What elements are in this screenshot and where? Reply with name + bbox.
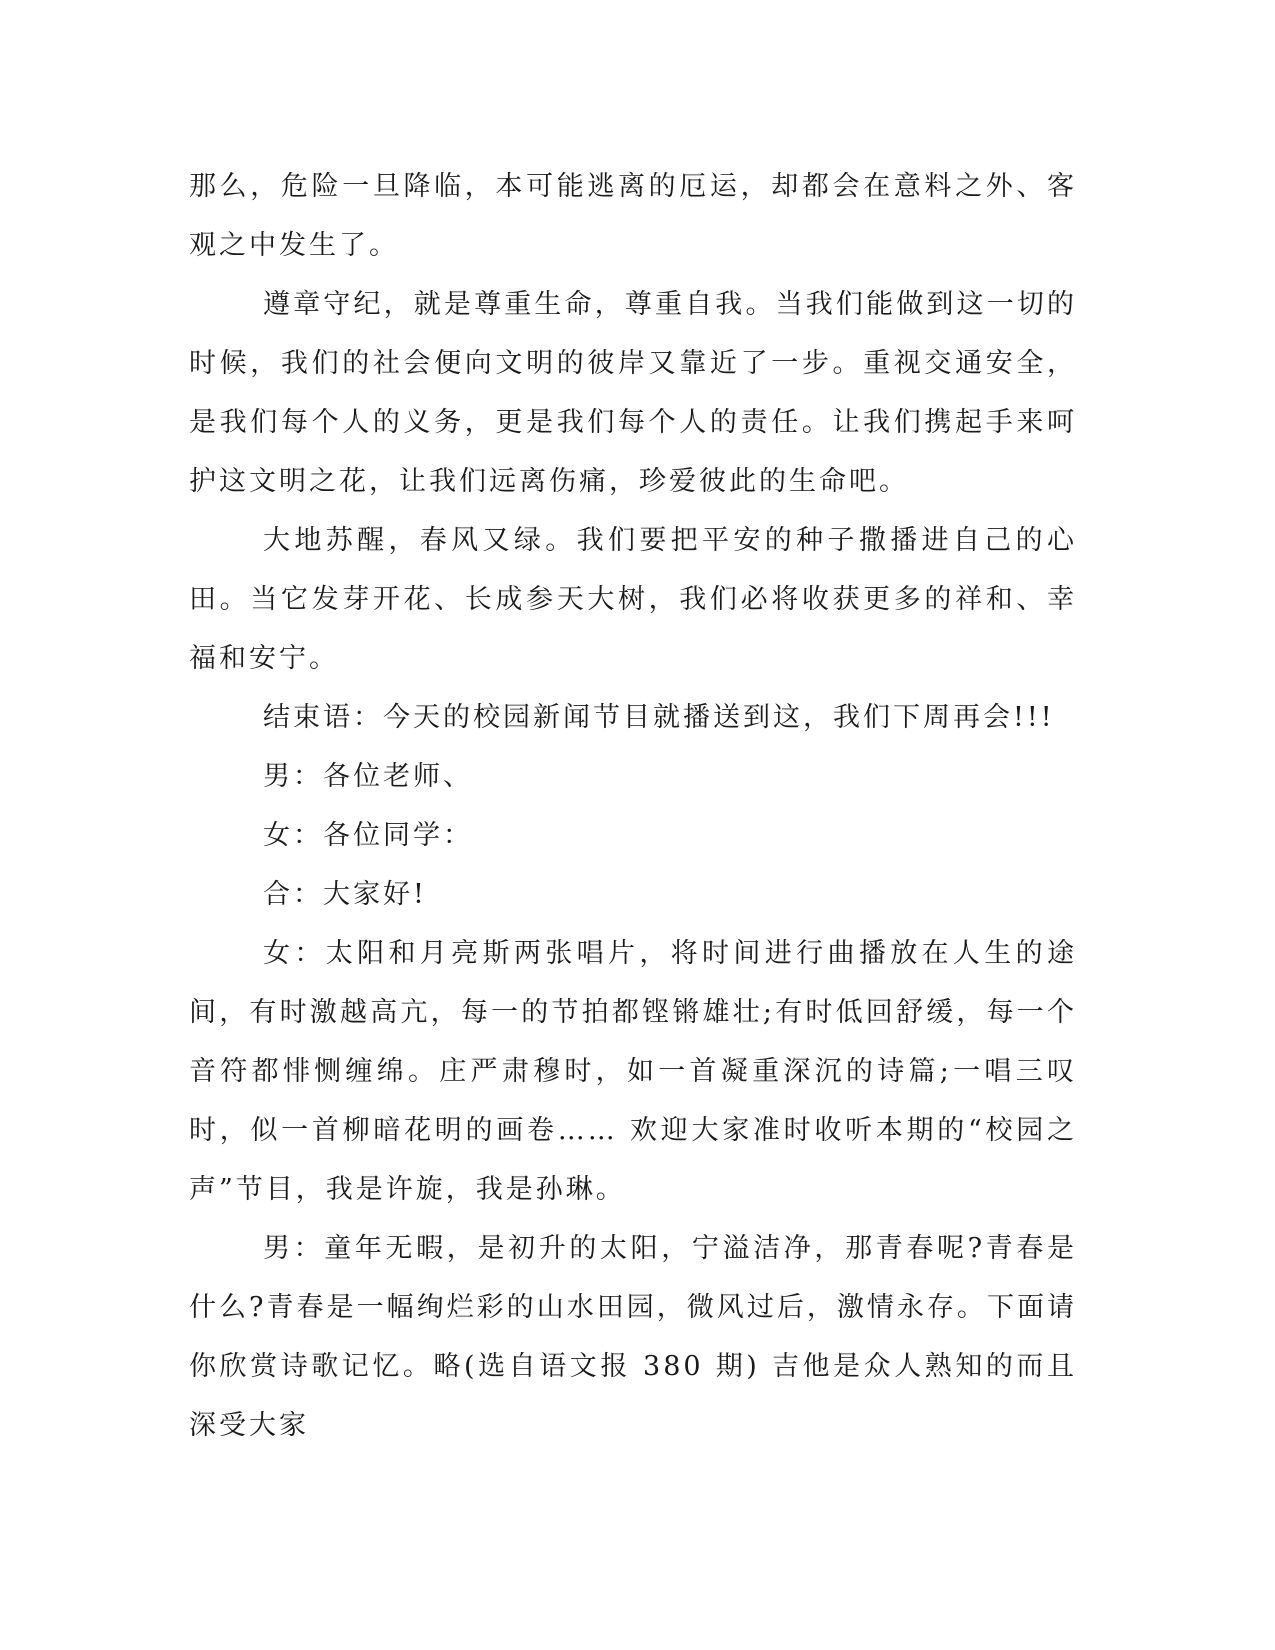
paragraph: 遵章守纪，就是尊重生命，尊重自我。当我们能做到这一切的时候，我们的社会便向文明的彼岸又靠近了一步。重视交通安全，是我们每个人的义务，更是我们每个人的责任。让我们携起手来呵护这文明之花，让我们远离伤痛，珍爱彼此的生命吧。 (189, 289, 1077, 497)
dialogue-line: 男：各位老师、 (263, 761, 473, 792)
paragraph: 大地苏醒，春风又绿。我们要把平安的种子撒播进自己的心田。当它发芽开花、长成参天大树，我们必将收获更多的祥和、幸福和安宁。 (189, 525, 1077, 674)
document-body (189, 157, 1077, 1455)
dialogue-paragraph: 女：太阳和月亮斯两张唱片，将时间进行曲播放在人生的途间，有时激越高亢，每一的节拍都铿锵雄壮;有时低回舒缓，每一个音符都悱恻缠绵。庄严肃穆时，如一首凝重深沉的诗篇;一唱三叹时，似一首柳暗花明的画卷…… 欢迎大家准时收听本期的“校园之声”节目，我是许旋，我是孙琳。 (189, 938, 1077, 1205)
paragraph: 那么，危险一旦降临，本可能逃离的厄运，却都会在意料之外、客观之中发生了。 (189, 171, 1077, 261)
dialogue-paragraph: 男：童年无暇，是初升的太阳，宁溢洁净，那青春呢?青春是什么?青春是一幅绚烂彩的山水田园，微风过后，激情永存。下面请你欣赏诗歌记忆。略(选自语文报 380 期) 吉他是众人熟知的而且深受大家 (189, 1233, 1077, 1441)
dialogue-line: 合：大家好! (263, 879, 427, 910)
dialogue-line: 女：各位同学： (263, 820, 473, 851)
closing-remark: 结束语：今天的校园新闻节目就播送到这，我们下周再会!!! (263, 702, 1055, 733)
